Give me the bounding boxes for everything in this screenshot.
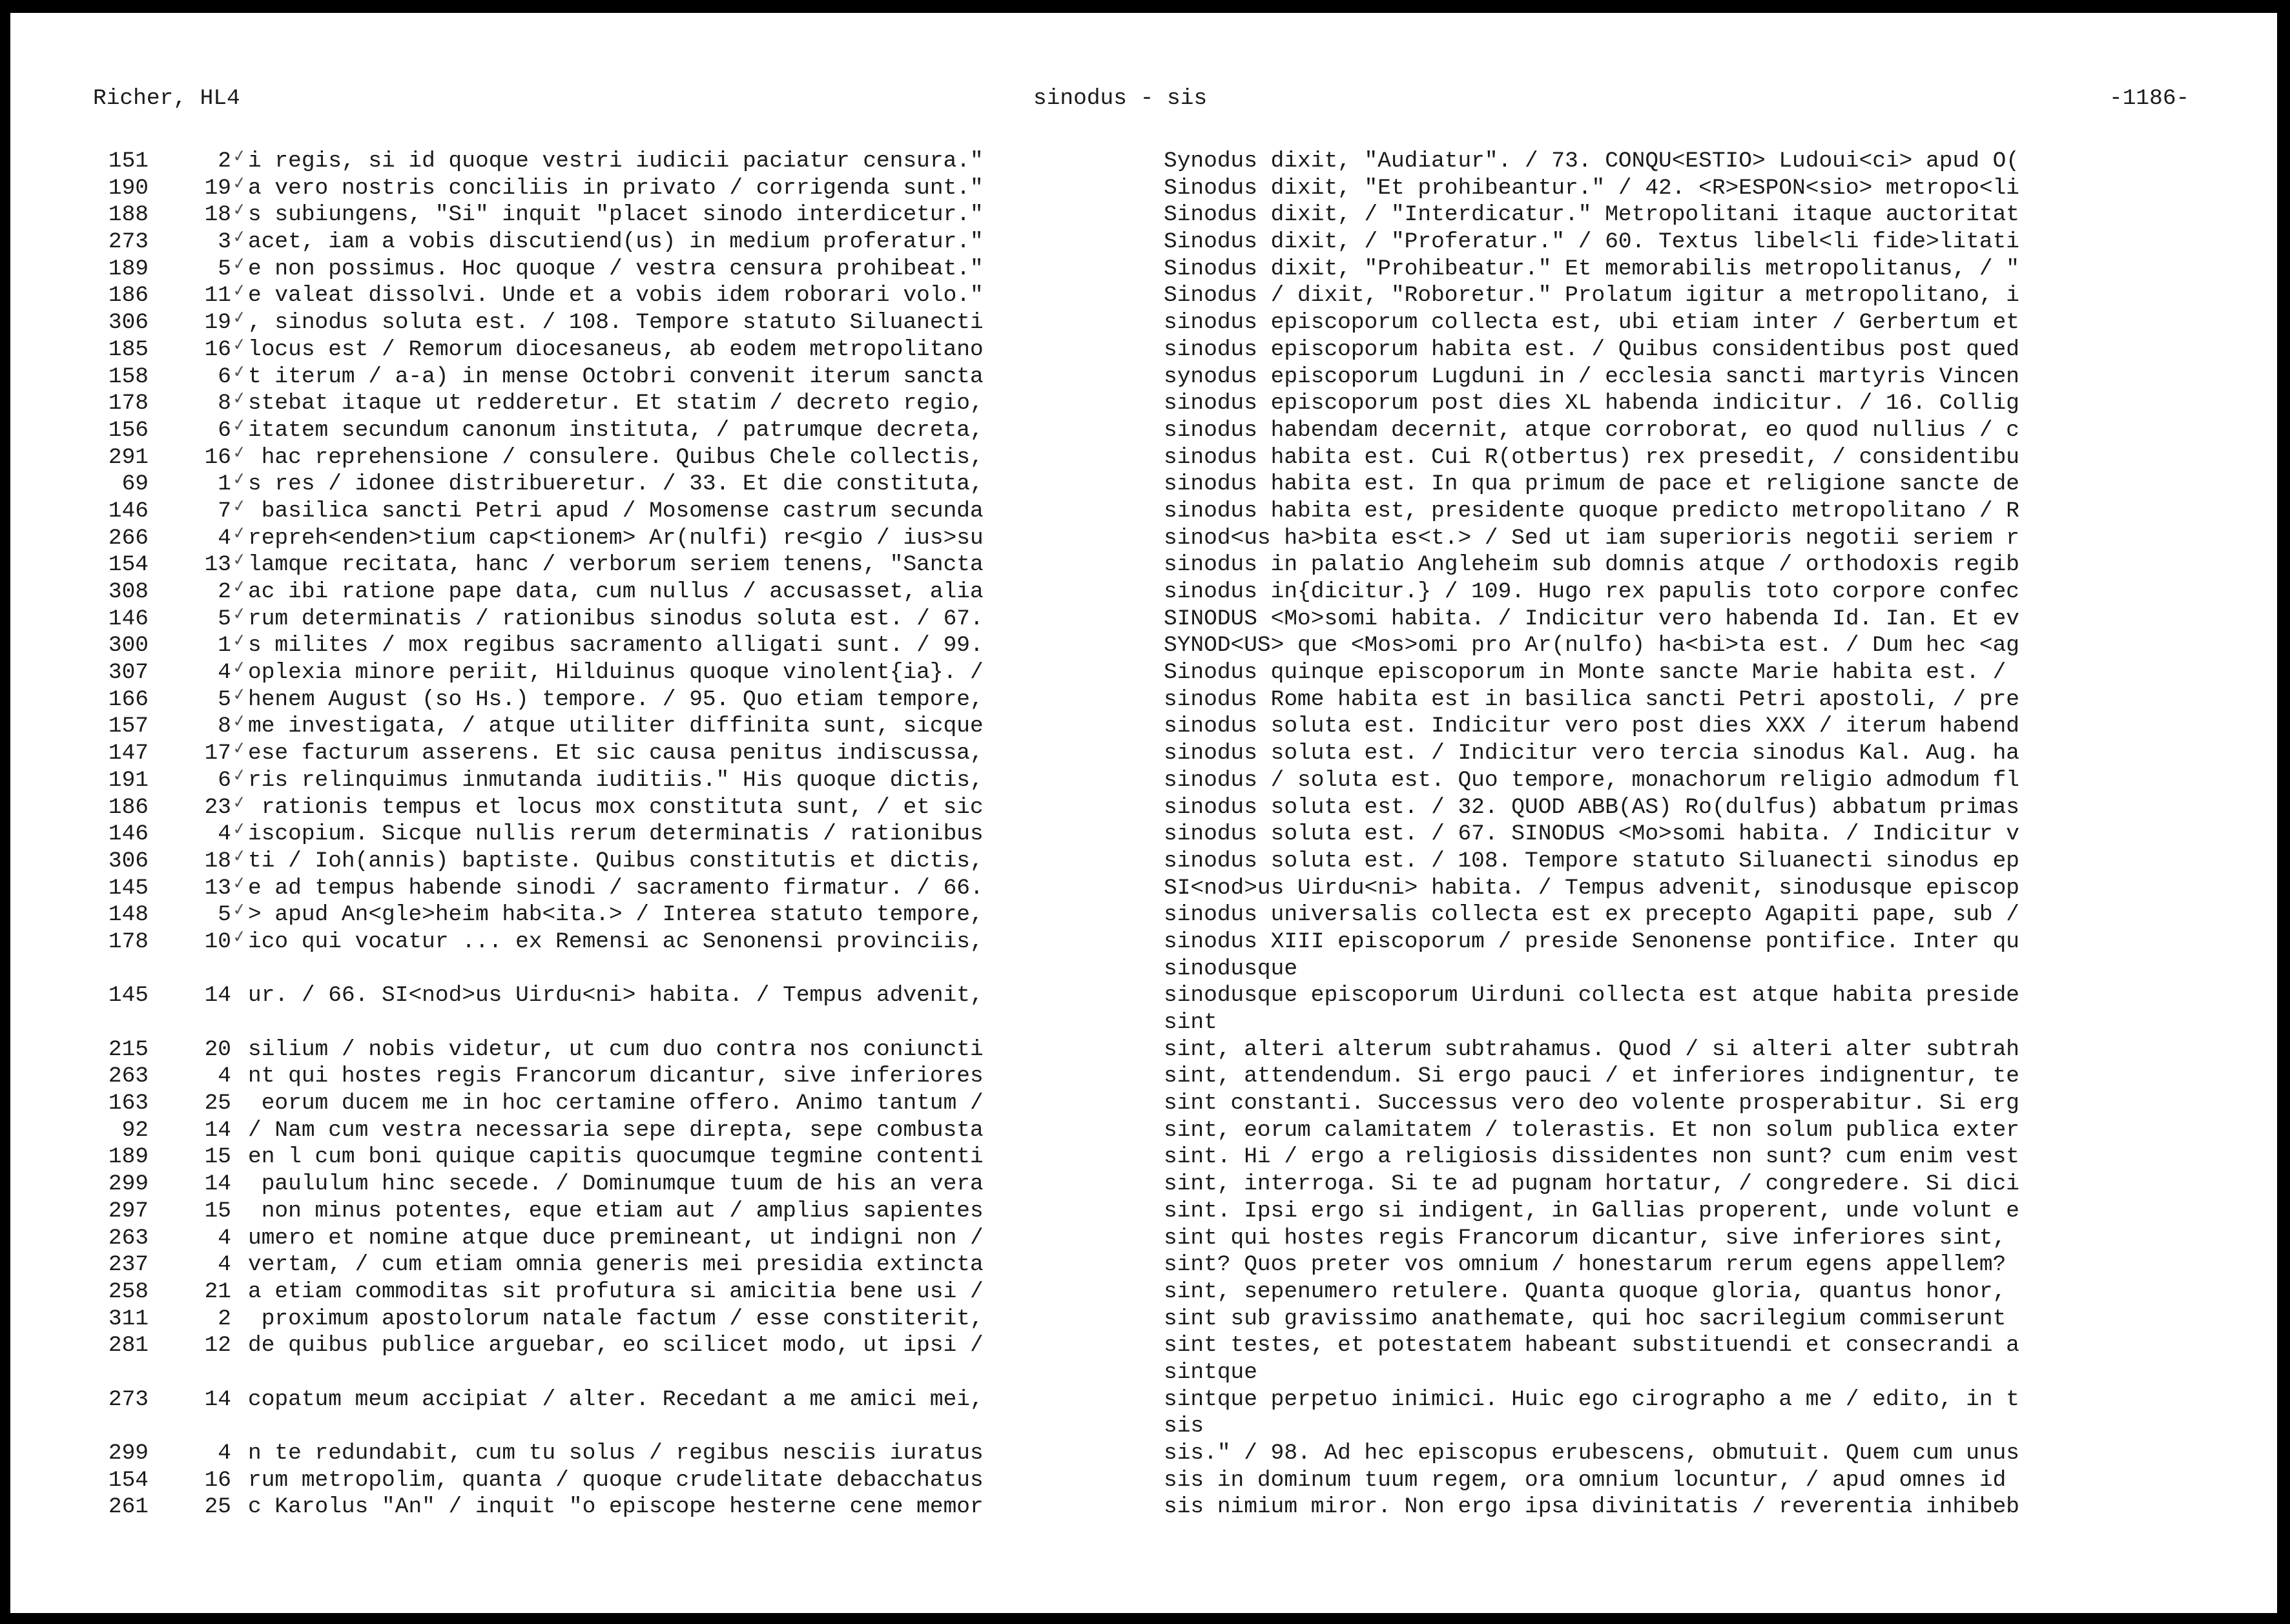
checkmark-icon: ✓ <box>231 361 248 382</box>
left-context: de quibus publice arguebar, eo scilicet modo, ut ipsi / <box>248 1335 984 1357</box>
page-ref: 266 <box>108 525 149 551</box>
checkmark-icon: ✓ <box>231 442 248 463</box>
line-ref: 5 <box>218 902 231 928</box>
concordance-page <box>10 13 2277 1613</box>
right-context: sinodus habendam decernit, atque corroborat, eo quod nullius / c <box>1164 419 2020 442</box>
checkmark-icon: ✓ <box>231 495 248 517</box>
left-context: rum determinatis / rationibus sinodus soluta est. / 67. <box>248 608 984 631</box>
right-context: sinodus Rome habita est in basilica sancti Petri apostoli, / pre <box>1164 688 2020 712</box>
left-context: e ad tempus habende sinodi / sacramento firmatur. / 66. <box>248 877 984 900</box>
next-headword: sintque <box>1164 1361 1257 1384</box>
right-context: Sinodus dixit, / "Proferatur." / 60. Textus libel<li fide>litati <box>1164 231 2020 254</box>
left-context: vertam, / cum etiam omnia generis mei presidia extincta <box>248 1254 984 1277</box>
checkmark-icon: ✓ <box>231 522 248 544</box>
concordance-row <box>10 684 2277 716</box>
right-context: sinodus soluta est. / Indicitur vero tercia sinodus Kal. Aug. ha <box>1164 743 2020 765</box>
next-headword: sinodusque <box>1164 958 1298 981</box>
right-context: SINODUS <Mo>somi habita. / Indicitur vero habenda Id. Ian. Et ev <box>1164 608 2020 631</box>
line-ref: 18 <box>204 848 231 874</box>
left-context: , sinodus soluta est. / 108. Tempore statuto Siluanecti <box>248 312 984 334</box>
concordance-row <box>10 495 2277 528</box>
left-context: itatem secundum canonum instituta, / patrumque decreta, <box>248 419 984 442</box>
checkmark-icon: ✓ <box>231 576 248 598</box>
left-context: copatum meum accipiat / alter. Recedant a me amici mei, <box>248 1388 984 1412</box>
page-ref: 178 <box>108 929 149 954</box>
line-ref: 5 <box>218 606 231 632</box>
line-ref: 16 <box>204 336 231 362</box>
page-ref: 147 <box>108 741 149 766</box>
page-ref: 185 <box>108 336 149 362</box>
right-context: SYNOD<US> que <Mos>omi pro Ar(nulfo) ha<bi>ta est. / Dum hec <ag <box>1164 635 2020 657</box>
right-context: Sinodus / dixit, "Roboretur." Prolatum igitur a metropolitano, i <box>1164 285 2020 307</box>
checkmark-icon: ✓ <box>231 253 248 275</box>
page-ref: 311 <box>108 1306 149 1331</box>
page-ref: 306 <box>108 310 149 336</box>
line-ref: 4 <box>218 1225 231 1251</box>
right-context: sint qui hostes regis Francorum dicantur, sive inferiores sint, <box>1164 1227 2006 1250</box>
left-context: ese facturum asserens. Et sic causa penitus indiscussa, <box>248 743 984 765</box>
line-ref: 1 <box>218 471 231 497</box>
checkmark-icon: ✓ <box>231 765 248 786</box>
left-context: stebat itaque ut redderetur. Et statim / decreto regio, <box>248 393 984 415</box>
line-ref: 14 <box>204 983 231 1009</box>
page-ref: 306 <box>108 848 149 874</box>
right-context: sint? Quos preter vos omnium / honestarum rerum egens appellem? <box>1164 1254 2006 1277</box>
left-context: a vero nostris conciliis in privato / corrigenda sunt." <box>248 177 984 200</box>
right-context: sint constanti. Successus vero deo volente prosperabitur. Si erg <box>1164 1093 2020 1115</box>
line-ref: 18 <box>204 202 231 228</box>
left-context: > apud An<gle>heim hab<ita.> / Interea statuto tempore, <box>248 904 984 927</box>
concordance-row <box>10 468 2277 500</box>
page-ref: 156 <box>108 417 149 443</box>
left-context: umero et nomine atque duce premineant, ut indigni non / <box>248 1227 984 1250</box>
concordance-row <box>10 387 2277 420</box>
page-ref: 300 <box>108 633 149 659</box>
line-ref: 14 <box>204 1171 231 1197</box>
line-ref: 4 <box>218 660 231 686</box>
concordance-row <box>10 1467 2277 1497</box>
concordance-row <box>10 845 2277 878</box>
right-context: sint sub gravissimo anathemate, qui hoc sacrilegium commiserunt <box>1164 1308 2006 1331</box>
line-ref: 4 <box>218 1252 231 1278</box>
checkmark-icon: ✓ <box>231 549 248 571</box>
left-context: ris relinquimus inmutanda iuditiis." His quoque dictis, <box>248 769 984 792</box>
concordance-row <box>10 1308 2277 1335</box>
line-ref: 8 <box>218 714 231 739</box>
checkmark-icon: ✓ <box>231 415 248 437</box>
right-context: SI<nod>us Uirdu<ni> habita. / Tempus advenit, sinodusque episcop <box>1164 877 2020 900</box>
concordance-row <box>10 926 2277 985</box>
left-context: eorum ducem me in hoc certamine offero. Animo tantum / <box>248 1093 984 1115</box>
line-ref: 6 <box>218 417 231 443</box>
concordance-row <box>10 576 2277 608</box>
concordance-row <box>10 630 2277 662</box>
right-context: sint, alteri alterum subtrahamus. Quod / si alteri alter subtrah <box>1164 1038 2020 1062</box>
concordance-row <box>10 1173 2277 1200</box>
right-context: sinodus episcoporum collecta est, ubi etiam inter / Gerbertum et <box>1164 312 2020 334</box>
concordance-row <box>10 765 2277 797</box>
left-context: me investigata, / atque utiliter diffinita sunt, sicque <box>248 715 984 738</box>
page-ref: 146 <box>108 498 149 524</box>
page-ref: 154 <box>108 552 149 578</box>
right-context: sinodus habita est. Cui R(otbertus) rex presedit, / considentibu <box>1164 446 2020 469</box>
left-context: t iterum / a-a) in mense Octobri convenit iterum sancta <box>248 365 984 388</box>
right-context: sint, eorum calamitatem / tolerastis. Et non solum publica exter <box>1164 1119 2020 1142</box>
line-ref: 20 <box>204 1036 231 1062</box>
checkmark-icon: ✓ <box>231 226 248 248</box>
line-ref: 15 <box>204 1144 231 1170</box>
checkmark-icon: ✓ <box>231 657 248 679</box>
left-context: e non possimus. Hoc quoque / vestra censura prohibeat." <box>248 258 984 281</box>
right-context: sint. Hi / ergo a religiosis dissidentes non sunt? cum enim vest <box>1164 1146 2020 1169</box>
checkmark-icon: ✓ <box>231 926 248 948</box>
right-context: sint, attendendum. Si ergo pauci / et inferiores indignentur, te <box>1164 1065 2020 1088</box>
page-ref: 188 <box>108 202 149 228</box>
line-ref: 2 <box>218 1306 231 1331</box>
line-ref: 25 <box>204 1091 231 1116</box>
page-ref: 92 <box>121 1117 149 1143</box>
concordance-row <box>10 226 2277 258</box>
page-ref: 69 <box>121 471 149 497</box>
left-context: s milites / mox regibus sacramento alligati sunt. / 99. <box>248 635 984 657</box>
page-ref: 154 <box>108 1467 149 1493</box>
concordance-row <box>10 415 2277 447</box>
concordance-row <box>10 603 2277 635</box>
concordance-row <box>10 172 2277 205</box>
page-ref: 237 <box>108 1252 149 1278</box>
left-context: hac reprehensione / consulere. Quibus Chele collectis, <box>248 446 984 469</box>
left-context: henem August (so Hs.) tempore. / 95. Quo etiam tempore, <box>248 688 984 712</box>
checkmark-icon: ✓ <box>231 200 248 221</box>
right-context: sintque perpetuo inimici. Huic ego cirographo a me / edito, in t <box>1164 1388 2020 1412</box>
page-ref: 263 <box>108 1225 149 1251</box>
concordance-row <box>10 145 2277 178</box>
line-ref: 21 <box>204 1279 231 1304</box>
concordance-row <box>10 657 2277 689</box>
concordance-row <box>10 818 2277 850</box>
page-ref: 307 <box>108 660 149 686</box>
line-ref: 14 <box>204 1117 231 1143</box>
line-ref: 2 <box>218 149 231 174</box>
line-ref: 4 <box>218 821 231 847</box>
header-range: sinodus - sis <box>1033 86 1208 111</box>
right-context: sinodus universalis collecta est ex precepto Agapiti pape, sub / <box>1164 904 2020 927</box>
page-ref: 273 <box>108 229 149 255</box>
concordance-row <box>10 1225 2277 1255</box>
header-source: Richer, HL4 <box>93 86 240 111</box>
checkmark-icon: ✓ <box>231 792 248 813</box>
page-ref: 148 <box>108 902 149 928</box>
left-context: silium / nobis videtur, ut cum duo contra nos coniuncti <box>248 1038 984 1062</box>
right-context: Sinodus dixit, "Et prohibeantur." / 42. <R>ESPON<sio> metropo<li <box>1164 177 2020 200</box>
page-ref: 299 <box>108 1441 149 1466</box>
right-context: sinodus soluta est. / 32. QUOD ABB(AS) Ro(dulfus) abbatum primas <box>1164 796 2020 819</box>
page-ref: 151 <box>108 149 149 174</box>
page-ref: 215 <box>108 1036 149 1062</box>
checkmark-icon: ✓ <box>231 818 248 840</box>
line-ref: 6 <box>218 767 231 793</box>
line-ref: 16 <box>204 1467 231 1493</box>
concordance-row <box>10 442 2277 474</box>
concordance-row <box>10 280 2277 312</box>
page-ref: 186 <box>108 283 149 309</box>
left-context: nt qui hostes regis Francorum dicantur, sive inferiores <box>248 1065 984 1088</box>
concordance-row <box>10 1093 2277 1120</box>
concordance-row <box>10 307 2277 339</box>
line-ref: 17 <box>204 741 231 766</box>
page-ref: 189 <box>108 256 149 282</box>
page-number: -1186- <box>2109 86 2190 111</box>
line-ref: 2 <box>218 579 231 604</box>
page-ref: 157 <box>108 714 149 739</box>
left-context: acet, iam a vobis discutiend(us) in medium proferatur." <box>248 231 984 254</box>
line-ref: 1 <box>218 633 231 659</box>
left-context: en l cum boni quique capitis quocumque tegmine contenti <box>248 1146 984 1169</box>
left-context: basilica sancti Petri apud / Mosomense castrum secunda <box>248 500 984 523</box>
line-ref: 4 <box>218 1441 231 1466</box>
right-context: sinodus soluta est. / 108. Tempore statuto Siluanecti sinodus ep <box>1164 850 2020 873</box>
concordance-row <box>10 522 2277 555</box>
left-context: ico qui vocatur ... ex Remensi ac Senonensi provinciis, <box>248 930 984 954</box>
right-context: sint, interroga. Si te ad pugnam hortatur, / congredere. Si dici <box>1164 1173 2020 1196</box>
checkmark-icon: ✓ <box>231 387 248 409</box>
left-context: n te redundabit, cum tu solus / regibus nesciis iuratus <box>248 1443 984 1465</box>
concordance-row <box>10 253 2277 285</box>
page-ref: 163 <box>108 1091 149 1116</box>
right-context: sis nimium miror. Non ergo ipsa divinitatis / reverentia inhibeb <box>1164 1496 2020 1519</box>
left-context: iscopium. Sicque nullis rerum determinatis / rationibus <box>248 823 984 846</box>
right-context: sinodus XIII episcoporum / preside Senonense pontifice. Inter qu <box>1164 930 2020 954</box>
checkmark-icon: ✓ <box>231 468 248 490</box>
page-ref: 146 <box>108 821 149 847</box>
page-ref: 299 <box>108 1171 149 1197</box>
page-ref: 291 <box>108 444 149 470</box>
page-ref: 145 <box>108 983 149 1009</box>
left-context: e valeat dissolvi. Unde et a vobis idem roborari volo." <box>248 285 984 307</box>
left-context: non minus potentes, eque etiam aut / amplius sapientes <box>248 1200 984 1223</box>
line-ref: 19 <box>204 310 231 336</box>
concordance-row <box>10 711 2277 743</box>
line-ref: 6 <box>218 364 231 389</box>
page-ref: 186 <box>108 794 149 820</box>
left-context: paululum hinc secede. / Dominumque tuum de his an vera <box>248 1173 984 1196</box>
line-ref: 3 <box>218 229 231 255</box>
concordance-row <box>10 549 2277 581</box>
right-context: sinodus soluta est. Indicitur vero post dies XXX / iterum habend <box>1164 715 2020 738</box>
line-ref: 13 <box>204 552 231 578</box>
line-ref: 13 <box>204 875 231 901</box>
right-context: Sinodus dixit, "Prohibeatur." Et memorabilis metropolitanus, / " <box>1164 258 2020 281</box>
checkmark-icon: ✓ <box>231 280 248 302</box>
left-context: i regis, si id quoque vestri iudicii paciatur censura." <box>248 150 984 173</box>
checkmark-icon: ✓ <box>231 684 248 706</box>
checkmark-icon: ✓ <box>231 307 248 329</box>
right-context: sis." / 98. Ad hec episcopus erubescens, obmutuit. Quem cum unus <box>1164 1443 2020 1465</box>
checkmark-icon: ✓ <box>231 711 248 732</box>
line-ref: 5 <box>218 686 231 712</box>
right-context: sinodus episcoporum post dies XL habenda indicitur. / 16. Collig <box>1164 393 2020 415</box>
right-context: sinodus in{dicitur.} / 109. Hugo rex papulis toto corpore confec <box>1164 581 2020 604</box>
right-context: synodus episcoporum Lugduni in / ecclesia sancti martyris Vincen <box>1164 365 2020 388</box>
right-context: sinodus episcoporum habita est. / Quibus considentibus post qued <box>1164 338 2020 362</box>
concordance-row <box>10 361 2277 393</box>
concordance-row <box>10 1065 2277 1093</box>
page-ref: 189 <box>108 1144 149 1170</box>
right-context: sinodusque episcoporum Uirduni collecta est atque habita preside <box>1164 985 2020 1007</box>
left-context: rum metropolim, quanta / quoque crudelitate debacchatus <box>248 1469 984 1492</box>
left-context: ac ibi ratione pape data, cum nullus / accusasset, alia <box>248 581 984 604</box>
page-ref: 308 <box>108 579 149 604</box>
line-ref: 23 <box>204 794 231 820</box>
concordance-row <box>10 985 2277 1038</box>
concordance-row <box>10 1443 2277 1470</box>
checkmark-icon: ✓ <box>231 172 248 194</box>
right-context: sint. Ipsi ergo si indigent, in Gallias properent, unde volunt e <box>1164 1200 2020 1223</box>
page-ref: 191 <box>108 767 149 793</box>
checkmark-icon: ✓ <box>231 845 248 867</box>
left-context: repreh<enden>tium cap<tionem> Ar(nulfi) re<gio / ius>su <box>248 527 984 550</box>
concordance-list <box>10 145 2277 1523</box>
line-ref: 11 <box>204 283 231 309</box>
page-ref: 281 <box>108 1333 149 1359</box>
concordance-row <box>10 872 2277 905</box>
concordance-row <box>10 334 2277 366</box>
left-context: ur. / 66. SI<nod>us Uirdu<ni> habita. / Tempus advenit, <box>248 985 984 1007</box>
line-ref: 19 <box>204 175 231 201</box>
right-context: sinodus / soluta est. Quo tempore, monachorum religio admodum fl <box>1164 769 2020 792</box>
line-ref: 7 <box>218 498 231 524</box>
checkmark-icon: ✓ <box>231 603 248 625</box>
line-ref: 4 <box>218 1064 231 1089</box>
page-ref: 297 <box>108 1198 149 1224</box>
checkmark-icon: ✓ <box>231 630 248 652</box>
concordance-row <box>10 737 2277 770</box>
concordance-row <box>10 1335 2277 1388</box>
concordance-row <box>10 1254 2277 1281</box>
line-ref: 5 <box>218 256 231 282</box>
concordance-row <box>10 1281 2277 1308</box>
left-context: rationis tempus et locus mox constituta sunt, / et sic <box>248 796 984 819</box>
page-ref: 166 <box>108 686 149 712</box>
right-context: Sinodus quinque episcoporum in Monte sancte Marie habita est. / <box>1164 662 2006 684</box>
right-context: sinodus soluta est. / 67. SINODUS <Mo>somi habita. / Indicitur v <box>1164 823 2020 846</box>
line-ref: 15 <box>204 1198 231 1224</box>
left-context: oplexia minore periit, Hilduinus quoque vinolent{ia}. / <box>248 662 984 684</box>
left-context: locus est / Remorum diocesaneus, ab eodem metropolitano <box>248 338 984 362</box>
concordance-row <box>10 1146 2277 1173</box>
line-ref: 25 <box>204 1494 231 1520</box>
right-context: sinod<us ha>bita es<t.> / Sed ut iam superioris negotii seriem r <box>1164 527 2020 550</box>
page-ref: 261 <box>108 1494 149 1520</box>
concordance-row <box>10 1496 2277 1523</box>
right-context: sinodus habita est. In qua primum de pace et religione sancte de <box>1164 473 2020 496</box>
page-ref: 273 <box>108 1386 149 1412</box>
line-ref: 8 <box>218 391 231 416</box>
page-header <box>10 88 2277 114</box>
page-ref: 146 <box>108 606 149 632</box>
right-context: sinodus in palatio Angleheim sub domnis atque / orthodoxis regib <box>1164 554 2020 577</box>
right-context: Sinodus dixit, / "Interdicatur." Metropolitani itaque auctoritat <box>1164 204 2020 227</box>
left-context: proximum apostolorum natale factum / esse constiterit, <box>248 1308 984 1331</box>
right-context: sint, sepenumero retulere. Quanta quoque gloria, quantus honor, <box>1164 1280 2006 1304</box>
page-ref: 263 <box>108 1064 149 1089</box>
right-context: sint testes, et potestatem habeant substituendi et consecrandi a <box>1164 1335 2020 1357</box>
left-context: lamque recitata, hanc / verborum seriem tenens, "Sancta <box>248 554 984 577</box>
concordance-row <box>10 1386 2277 1443</box>
next-headword: sint <box>1164 1012 1217 1034</box>
left-context: s subiungens, "Si" inquit "placet sinodo interdicetur." <box>248 204 984 227</box>
page-ref: 258 <box>108 1279 149 1304</box>
concordance-row <box>10 1036 2277 1066</box>
left-context: ti / Ioh(annis) baptiste. Quibus constitutis et dictis, <box>248 850 984 873</box>
concordance-row <box>10 792 2277 824</box>
line-ref: 12 <box>204 1333 231 1359</box>
page-ref: 190 <box>108 175 149 201</box>
next-headword: sis <box>1164 1415 1204 1438</box>
right-context: Synodus dixit, "Audiatur". / 73. CONQU<ESTIO> Ludoui<ci> apud O( <box>1164 150 2020 173</box>
line-ref: 4 <box>218 525 231 551</box>
concordance-row <box>10 200 2277 231</box>
right-context: sis in dominum tuum regem, ora omnium locuntur, / apud omnes id <box>1164 1469 2006 1492</box>
page-ref: 178 <box>108 391 149 416</box>
line-ref: 10 <box>204 929 231 954</box>
page-ref: 158 <box>108 364 149 389</box>
left-context: / Nam cum vestra necessaria sepe direpta, sepe combusta <box>248 1119 984 1142</box>
checkmark-icon: ✓ <box>231 334 248 356</box>
checkmark-icon: ✓ <box>231 737 248 759</box>
concordance-row <box>10 899 2277 931</box>
left-context: s res / idonee distribueretur. / 33. Et die constituta, <box>248 473 984 496</box>
concordance-row <box>10 1117 2277 1147</box>
checkmark-icon: ✓ <box>231 145 248 167</box>
checkmark-icon: ✓ <box>231 872 248 894</box>
left-context: a etiam commoditas sit profutura si amicitia bene usi / <box>248 1280 984 1304</box>
concordance-row <box>10 1200 2277 1228</box>
line-ref: 16 <box>204 444 231 470</box>
right-context: sinodus habita est, presidente quoque predicto metropolitano / R <box>1164 500 2020 523</box>
line-ref: 14 <box>204 1386 231 1412</box>
left-context: c Karolus "An" / inquit "o episcope hesterne cene memor <box>248 1496 984 1519</box>
checkmark-icon: ✓ <box>231 899 248 921</box>
page-ref: 145 <box>108 875 149 901</box>
